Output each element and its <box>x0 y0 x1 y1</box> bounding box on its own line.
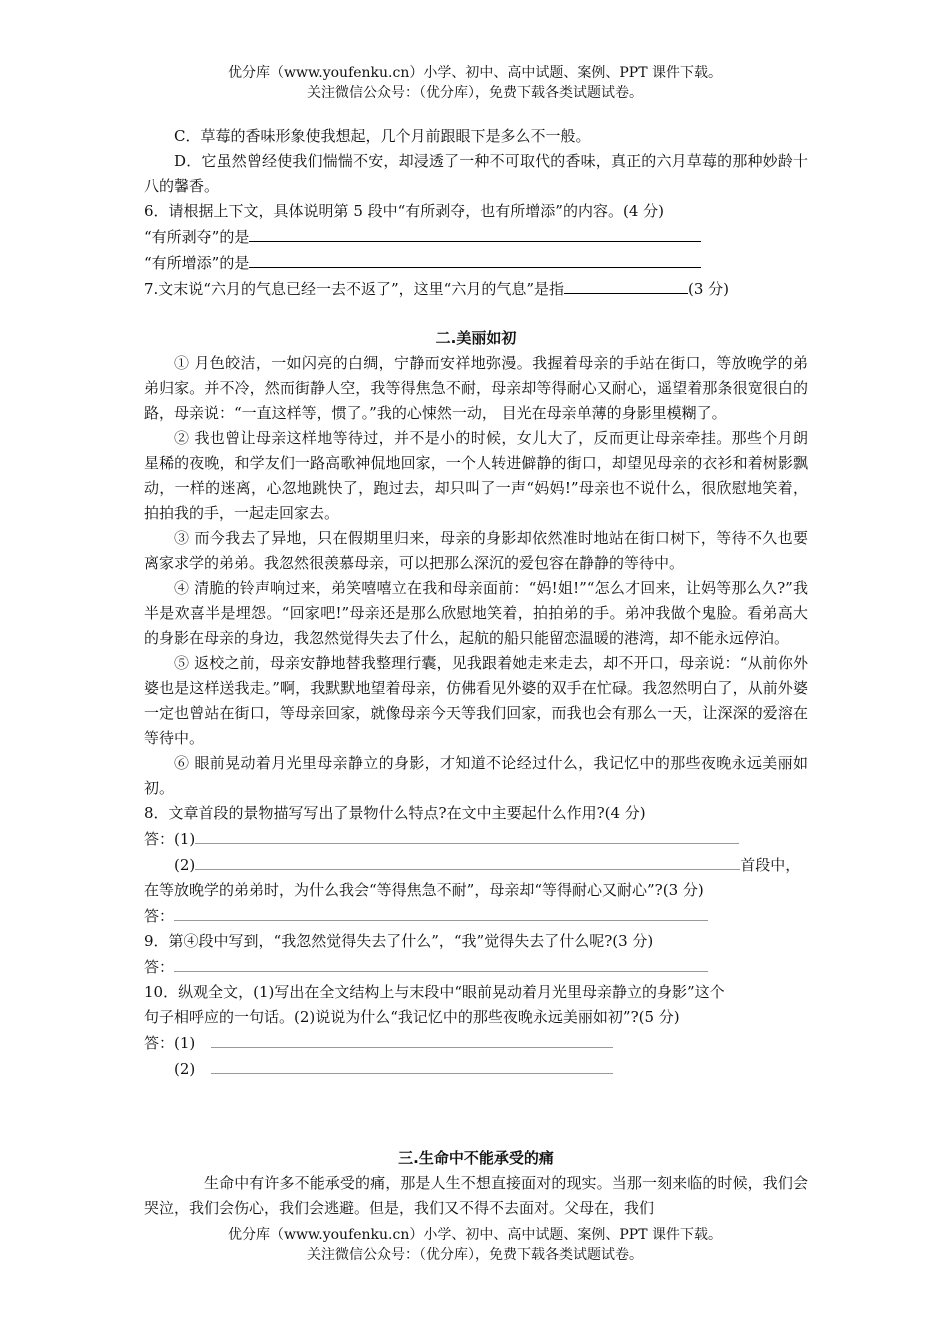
q6-label-b: “有所增添”的是 <box>144 254 250 272</box>
q8-answer-2-blank[interactable] <box>195 852 740 870</box>
option-c: C．草莓的香味形象使我想起，几个月前跟眼下是多么不一般。 <box>174 127 591 145</box>
paragraph-2: ② 我也曾让母亲这样地等待过，并不是小的时候，女儿大了，反而更让母亲牵挂。那些个月朗星稀的夜晚，和学友们一路高歌神侃地回家，一个人转进僻静的街口，却望见母亲的衣衫和着树影飘动，一样的迷离，心忽地跳快了，跑过去，却只叫了一声“妈妈!”母亲也不说什么，很欣慰地笑着，拍拍我的手，一起走回家去。 <box>144 429 808 522</box>
q10-answer-2 <box>144 1056 808 1082</box>
question-6: 6．请根据上下文，具体说明第 5 段中“有所剥夺，也有所增添”的内容。(4 分) <box>144 202 664 220</box>
q8-extra-answer-blank[interactable] <box>174 903 708 921</box>
option-d: D．它虽然曾经使我们惴惴不安，却浸透了一种不可取代的香味，真正的六月草莓的那种妙龄十八的馨香。 <box>144 152 808 195</box>
part2-title: 二.美丽如初 <box>435 329 517 347</box>
header-line-1: 优分库（www.youfenku.cn）小学、初中、高中试题、案例、PPT 课件下载。 <box>227 65 722 81</box>
question-8: 8．文章首段的景物描写写出了景物什么特点?在文中主要起什么作用?(4 分) <box>144 804 646 822</box>
footer-line-1: 优分库（www.youfenku.cn）小学、初中、高中试题、案例、PPT 课件下载。 <box>227 1227 722 1243</box>
q8-answer-2-tail: 首段中， <box>740 856 801 874</box>
question-6-line-b <box>144 250 808 276</box>
question-6-line-a <box>144 224 808 250</box>
question-7 <box>144 276 808 302</box>
q10-answer-2-blank[interactable] <box>211 1056 613 1074</box>
q6-answer-blank-a[interactable] <box>249 224 701 242</box>
part2-section <box>144 326 808 1082</box>
q6-answer-blank-b[interactable] <box>249 250 701 268</box>
question-10-line-1: 10．纵观全文，(1)写出在全文结构上与末段中“眼前晃动着月光里母亲静立的身影”这个 <box>144 983 725 1001</box>
q7-answer-blank[interactable] <box>564 276 688 294</box>
question-8-continued: 在等放晚学的弟弟时，为什么我会“等得焦急不耐”，母亲却“等得耐心又耐心”?(3 分) <box>144 881 704 899</box>
q8-answer-2-label: (2) <box>174 856 196 874</box>
question-10-line-2: 句子相呼应的一句话。(2)说说为什么“我记忆中的那些夜晚永远美丽如初”?(5 分) <box>144 1008 680 1026</box>
paragraph-3: ③ 而今我去了异地，只在假期里归来，母亲的身影却依然准时地站在街口树下，等待不久也要离家求学的弟弟。我忽然很羡慕母亲，可以把那么深沉的爱包容在静静的等待中。 <box>144 529 808 572</box>
q7-text: 7.文末说“六月的气息已经一去不返了”，这里“六月的气息”是指 <box>144 280 564 298</box>
q8-extra-answer <box>144 903 808 929</box>
paragraph-5: ⑤ 返校之前，母亲安静地替我整理行囊，见我跟着她走来走去，却不开口，母亲说：“从前你外婆也是这样送我走。”啊，我默默地望着母亲，仿佛看见外婆的双手在忙碌。我忽然明白了，从前外婆一定也曾站在街口，等母亲回家，就像母亲今天等我们回家，而我也会有那么一天，让深深的爱溶在等待中。 <box>144 654 808 747</box>
q8-answer-2 <box>144 852 808 878</box>
q9-answer-blank[interactable] <box>174 954 708 972</box>
q6-label-a: “有所剥夺”的是 <box>144 228 250 246</box>
paragraph-1: ① 月色皎洁，一如闪亮的白绸，宁静而安祥地弥漫。我握着母亲的手站在街口，等放晚学的弟弟归家。并不冷，然而街静人空，我等得焦急不耐，母亲却等得耐心又耐心，遥望着那条很宽很白的路，母亲说：“一直这样等，惯了。”我的心悚然一动， 目光在母亲单薄的身影里模糊了。 <box>144 354 808 422</box>
paragraph-6: ⑥ 眼前晃动着月光里母亲静立的身影，才知道不论经过什么，我记忆中的那些夜晚永远美丽如初。 <box>144 754 808 797</box>
footer-line-2: 关注微信公众号：（优分库），免费下载各类试题试卷。 <box>307 1247 643 1263</box>
paragraph-4: ④ 清脆的铃声响过来，弟笑嘻嘻立在我和母亲面前：“妈!姐!”“怎么才回来，让妈等那么久?”我半是欢喜半是埋怨。“回家吧!”母亲还是那么欣慰地笑着，拍拍弟的手。弟冲我做个鬼脸。看弟高大的身影在母亲的身边，我忽然觉得失去了什么，起航的船只能留恋温暖的港湾，却不能永远停泊。 <box>144 579 808 647</box>
q7-score: (3 分) <box>688 280 730 298</box>
question-9: 9．第④段中写到，“我忽然觉得失去了什么”，“我”觉得失去了什么呢?(3 分) <box>144 932 654 950</box>
q8-answer-1-label: 答：(1) <box>144 830 196 848</box>
part3-intro: 生命中有许多不能承受的痛，那是人生不想直接面对的现实。当那一刻来临的时候，我们会哭泣，我们会伤心，我们会逃避。但是，我们又不得不去面对。父母在，我们 <box>144 1174 808 1217</box>
part1-section <box>144 124 808 302</box>
header-line-2: 关注微信公众号：（优分库），免费下载各类试题试卷。 <box>307 85 643 101</box>
q9-answer-label: 答： <box>144 958 175 976</box>
q10-answer-1-blank[interactable] <box>211 1030 613 1048</box>
q10-answer-2-label: (2) <box>174 1060 196 1078</box>
part3-title: 三.生命中不能承受的痛 <box>398 1149 554 1167</box>
part3-section <box>144 1146 808 1221</box>
q8-answer-1 <box>144 826 808 852</box>
q9-answer <box>144 954 808 980</box>
q10-answer-1-label: 答：(1) <box>144 1034 196 1052</box>
q10-answer-1 <box>144 1030 808 1056</box>
q8-answer-1-blank[interactable] <box>195 826 739 844</box>
q8-extra-answer-label: 答： <box>144 907 175 925</box>
